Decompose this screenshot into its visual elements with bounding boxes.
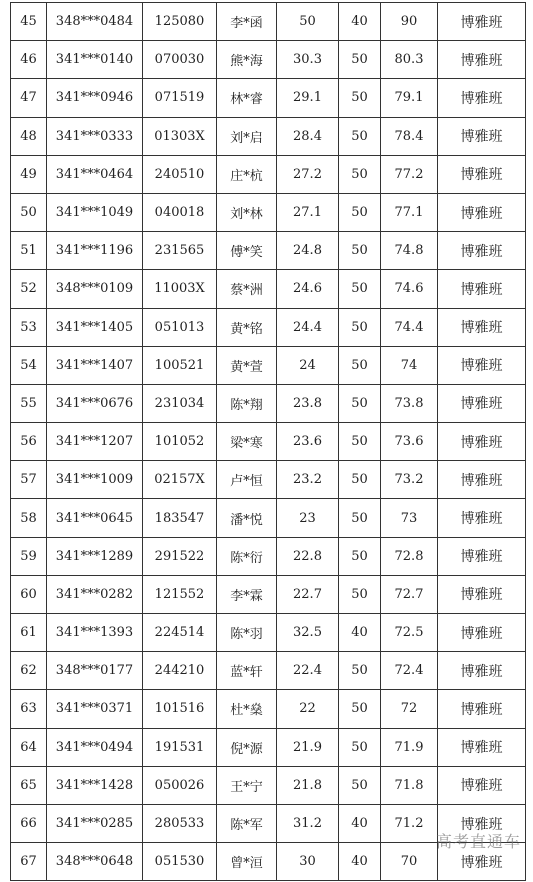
class-cell: 博雅班	[438, 766, 526, 804]
class-cell: 博雅班	[438, 575, 526, 613]
table-row	[11, 461, 526, 499]
row-number-cell: 66	[11, 804, 47, 842]
id-number-cell: 348***0648	[47, 843, 143, 881]
score-a-cell: 22.4	[277, 652, 339, 690]
score-b-cell: 50	[339, 346, 381, 384]
score-a-cell: 27.2	[277, 155, 339, 193]
score-a-cell: 31.2	[277, 804, 339, 842]
total-score-cell: 73.6	[381, 423, 438, 461]
score-b-cell: 40	[339, 614, 381, 652]
class-cell: 博雅班	[438, 41, 526, 79]
student-name-cell: 庄*杭	[217, 155, 277, 193]
score-b-cell: 50	[339, 766, 381, 804]
exam-code-cell: 051013	[143, 308, 217, 346]
exam-code-cell: 240510	[143, 155, 217, 193]
exam-code-cell: 070030	[143, 41, 217, 79]
exam-code-cell: 121552	[143, 575, 217, 613]
score-b-cell: 50	[339, 193, 381, 231]
row-number-cell: 55	[11, 384, 47, 422]
total-score-cell: 70	[381, 843, 438, 881]
total-score-cell: 74.8	[381, 232, 438, 270]
total-score-cell: 90	[381, 3, 438, 41]
table-row	[11, 117, 526, 155]
class-cell: 博雅班	[438, 270, 526, 308]
total-score-cell: 80.3	[381, 41, 438, 79]
score-a-cell: 23	[277, 499, 339, 537]
class-cell: 博雅班	[438, 537, 526, 575]
total-score-cell: 74.6	[381, 270, 438, 308]
table-row	[11, 308, 526, 346]
exam-code-cell: 01303X	[143, 117, 217, 155]
score-b-cell: 50	[339, 728, 381, 766]
row-number-cell: 52	[11, 270, 47, 308]
row-number-cell: 51	[11, 232, 47, 270]
id-number-cell: 341***0140	[47, 41, 143, 79]
class-cell: 博雅班	[438, 193, 526, 231]
row-number-cell: 50	[11, 193, 47, 231]
score-a-cell: 23.2	[277, 461, 339, 499]
exam-code-cell: 100521	[143, 346, 217, 384]
id-number-cell: 341***0645	[47, 499, 143, 537]
student-name-cell: 熊*海	[217, 41, 277, 79]
exam-code-cell: 191531	[143, 728, 217, 766]
score-a-cell: 32.5	[277, 614, 339, 652]
id-number-cell: 341***0371	[47, 690, 143, 728]
table-row	[11, 193, 526, 231]
class-cell: 博雅班	[438, 79, 526, 117]
student-name-cell: 陈*翔	[217, 384, 277, 422]
table-row	[11, 728, 526, 766]
table-row	[11, 766, 526, 804]
score-a-cell: 29.1	[277, 79, 339, 117]
score-a-cell: 30.3	[277, 41, 339, 79]
student-name-cell: 卢*恒	[217, 461, 277, 499]
exam-code-cell: 224514	[143, 614, 217, 652]
exam-code-cell: 125080	[143, 3, 217, 41]
class-cell: 博雅班	[438, 728, 526, 766]
exam-code-cell: 231034	[143, 384, 217, 422]
row-number-cell: 49	[11, 155, 47, 193]
table-row	[11, 346, 526, 384]
total-score-cell: 72.7	[381, 575, 438, 613]
id-number-cell: 341***1393	[47, 614, 143, 652]
table-row	[11, 499, 526, 537]
row-number-cell: 57	[11, 461, 47, 499]
id-number-cell: 341***1009	[47, 461, 143, 499]
score-b-cell: 50	[339, 652, 381, 690]
student-name-cell: 曾*洹	[217, 843, 277, 881]
score-a-cell: 50	[277, 3, 339, 41]
table-row	[11, 3, 526, 41]
score-table-body	[11, 3, 526, 881]
class-cell: 博雅班	[438, 461, 526, 499]
student-name-cell: 蔡*洲	[217, 270, 277, 308]
row-number-cell: 62	[11, 652, 47, 690]
total-score-cell: 72.4	[381, 652, 438, 690]
total-score-cell: 71.2	[381, 804, 438, 842]
score-a-cell: 21.9	[277, 728, 339, 766]
row-number-cell: 65	[11, 766, 47, 804]
row-number-cell: 64	[11, 728, 47, 766]
score-b-cell: 50	[339, 117, 381, 155]
score-b-cell: 50	[339, 41, 381, 79]
score-a-cell: 24	[277, 346, 339, 384]
table-row	[11, 423, 526, 461]
student-name-cell: 陈*衍	[217, 537, 277, 575]
class-cell: 博雅班	[438, 232, 526, 270]
id-number-cell: 341***0285	[47, 804, 143, 842]
student-name-cell: 黄*萱	[217, 346, 277, 384]
table-row	[11, 614, 526, 652]
id-number-cell: 341***1405	[47, 308, 143, 346]
table-row	[11, 690, 526, 728]
row-number-cell: 61	[11, 614, 47, 652]
table-row	[11, 41, 526, 79]
id-number-cell: 341***1428	[47, 766, 143, 804]
score-a-cell: 23.6	[277, 423, 339, 461]
score-b-cell: 40	[339, 3, 381, 41]
class-cell: 博雅班	[438, 117, 526, 155]
score-b-cell: 50	[339, 232, 381, 270]
total-score-cell: 73	[381, 499, 438, 537]
score-b-cell: 50	[339, 155, 381, 193]
student-name-cell: 杜*燊	[217, 690, 277, 728]
row-number-cell: 47	[11, 79, 47, 117]
student-name-cell: 李*霖	[217, 575, 277, 613]
id-number-cell: 341***0676	[47, 384, 143, 422]
total-score-cell: 79.1	[381, 79, 438, 117]
total-score-cell: 71.9	[381, 728, 438, 766]
class-cell: 博雅班	[438, 614, 526, 652]
id-number-cell: 341***1196	[47, 232, 143, 270]
id-number-cell: 341***1407	[47, 346, 143, 384]
row-number-cell: 60	[11, 575, 47, 613]
score-b-cell: 50	[339, 79, 381, 117]
exam-code-cell: 280533	[143, 804, 217, 842]
total-score-cell: 77.1	[381, 193, 438, 231]
total-score-cell: 72	[381, 690, 438, 728]
id-number-cell: 341***1049	[47, 193, 143, 231]
row-number-cell: 54	[11, 346, 47, 384]
watermark-text: 高考直通车	[435, 832, 521, 851]
score-a-cell: 24.6	[277, 270, 339, 308]
row-number-cell: 46	[11, 41, 47, 79]
table-row	[11, 384, 526, 422]
table-row	[11, 155, 526, 193]
student-name-cell: 李*函	[217, 3, 277, 41]
score-a-cell: 22	[277, 690, 339, 728]
exam-code-cell: 101516	[143, 690, 217, 728]
exam-code-cell: 051530	[143, 843, 217, 881]
exam-code-cell: 071519	[143, 79, 217, 117]
id-number-cell: 341***0494	[47, 728, 143, 766]
row-number-cell: 53	[11, 308, 47, 346]
row-number-cell: 56	[11, 423, 47, 461]
exam-code-cell: 040018	[143, 193, 217, 231]
student-name-cell: 刘*林	[217, 193, 277, 231]
class-cell: 博雅班	[438, 3, 526, 41]
table-row	[11, 537, 526, 575]
exam-code-cell: 050026	[143, 766, 217, 804]
table-row	[11, 270, 526, 308]
score-b-cell: 50	[339, 575, 381, 613]
score-a-cell: 30	[277, 843, 339, 881]
class-cell: 博雅班	[438, 690, 526, 728]
student-name-cell: 梁*寒	[217, 423, 277, 461]
table-row	[11, 575, 526, 613]
row-number-cell: 63	[11, 690, 47, 728]
score-table	[10, 2, 526, 881]
class-cell: 博雅班	[438, 308, 526, 346]
exam-code-cell: 11003X	[143, 270, 217, 308]
student-name-cell: 倪*源	[217, 728, 277, 766]
row-number-cell: 48	[11, 117, 47, 155]
exam-code-cell: 244210	[143, 652, 217, 690]
score-a-cell: 22.8	[277, 537, 339, 575]
class-cell: 博雅班	[438, 499, 526, 537]
row-number-cell: 58	[11, 499, 47, 537]
id-number-cell: 341***0282	[47, 575, 143, 613]
exam-code-cell: 183547	[143, 499, 217, 537]
score-a-cell: 21.8	[277, 766, 339, 804]
total-score-cell: 78.4	[381, 117, 438, 155]
row-number-cell: 45	[11, 3, 47, 41]
total-score-cell: 74	[381, 346, 438, 384]
score-a-cell: 22.7	[277, 575, 339, 613]
id-number-cell: 341***0946	[47, 79, 143, 117]
student-name-cell: 陈*羽	[217, 614, 277, 652]
student-name-cell: 潘*悦	[217, 499, 277, 537]
total-score-cell: 72.8	[381, 537, 438, 575]
total-score-cell: 73.8	[381, 384, 438, 422]
score-b-cell: 50	[339, 537, 381, 575]
id-number-cell: 341***0464	[47, 155, 143, 193]
score-a-cell: 23.8	[277, 384, 339, 422]
id-number-cell: 348***0177	[47, 652, 143, 690]
score-b-cell: 50	[339, 384, 381, 422]
score-b-cell: 40	[339, 843, 381, 881]
student-name-cell: 陈*军	[217, 804, 277, 842]
exam-code-cell: 291522	[143, 537, 217, 575]
class-cell: 博雅班	[438, 423, 526, 461]
id-number-cell: 341***1289	[47, 537, 143, 575]
total-score-cell: 77.2	[381, 155, 438, 193]
student-name-cell: 林*睿	[217, 79, 277, 117]
student-name-cell: 傅*笑	[217, 232, 277, 270]
row-number-cell: 59	[11, 537, 47, 575]
class-cell: 博雅班	[438, 843, 526, 881]
total-score-cell: 74.4	[381, 308, 438, 346]
class-cell: 博雅班	[438, 346, 526, 384]
id-number-cell: 348***0109	[47, 270, 143, 308]
score-a-cell: 27.1	[277, 193, 339, 231]
score-b-cell: 50	[339, 461, 381, 499]
score-b-cell: 40	[339, 804, 381, 842]
table-row	[11, 652, 526, 690]
id-number-cell: 341***0333	[47, 117, 143, 155]
student-name-cell: 蓝*轩	[217, 652, 277, 690]
score-b-cell: 50	[339, 270, 381, 308]
total-score-cell: 72.5	[381, 614, 438, 652]
class-cell: 博雅班	[438, 804, 526, 842]
student-name-cell: 黄*铭	[217, 308, 277, 346]
exam-code-cell: 101052	[143, 423, 217, 461]
id-number-cell: 341***1207	[47, 423, 143, 461]
score-b-cell: 50	[339, 499, 381, 537]
score-a-cell: 28.4	[277, 117, 339, 155]
score-a-cell: 24.8	[277, 232, 339, 270]
exam-code-cell: 231565	[143, 232, 217, 270]
class-cell: 博雅班	[438, 155, 526, 193]
student-name-cell: 刘*启	[217, 117, 277, 155]
class-cell: 博雅班	[438, 652, 526, 690]
id-number-cell: 348***0484	[47, 3, 143, 41]
score-b-cell: 50	[339, 690, 381, 728]
table-row	[11, 232, 526, 270]
score-b-cell: 50	[339, 423, 381, 461]
class-cell: 博雅班	[438, 384, 526, 422]
score-b-cell: 50	[339, 308, 381, 346]
score-a-cell: 24.4	[277, 308, 339, 346]
row-number-cell: 67	[11, 843, 47, 881]
table-row	[11, 79, 526, 117]
total-score-cell: 73.2	[381, 461, 438, 499]
student-name-cell: 王*宁	[217, 766, 277, 804]
exam-code-cell: 02157X	[143, 461, 217, 499]
total-score-cell: 71.8	[381, 766, 438, 804]
